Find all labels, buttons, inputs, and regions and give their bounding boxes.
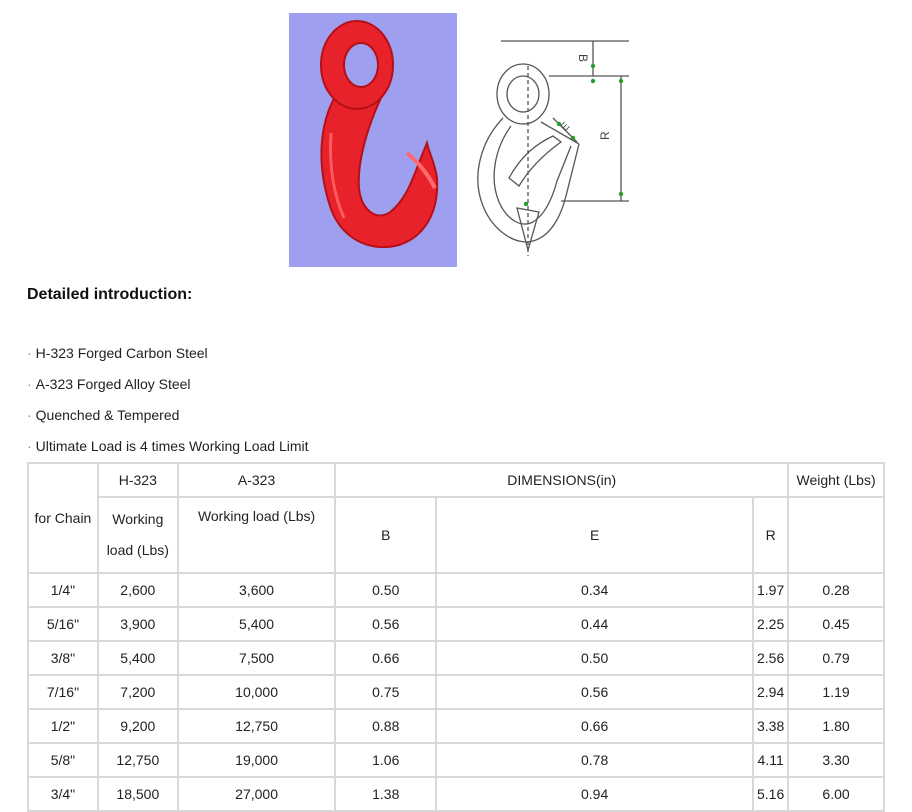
- cell-r: 2.56: [753, 641, 788, 675]
- table-row: [28, 777, 884, 811]
- dimension-e-label: E: [558, 120, 573, 134]
- cell-a323-load: 12,750: [178, 709, 336, 743]
- cell-r: 2.94: [753, 675, 788, 709]
- cell-h323-load: 2,600: [98, 573, 178, 607]
- header-dimensions: DIMENSIONS(in): [335, 463, 788, 497]
- cell-e: 0.44: [436, 607, 753, 641]
- header-e: E: [436, 497, 753, 573]
- cell-weight: 0.45: [788, 607, 884, 641]
- bullet-marker: ·: [27, 407, 32, 423]
- dimension-r-label: R: [598, 131, 612, 140]
- cell-chain: 1/4": [28, 573, 98, 607]
- cell-a323-load: 19,000: [178, 743, 336, 777]
- table-header-row: [28, 463, 884, 497]
- cell-a323-load: 5,400: [178, 607, 336, 641]
- bullet-marker: ·: [27, 345, 32, 361]
- table-row: [28, 675, 884, 709]
- cell-chain: 1/2": [28, 709, 98, 743]
- table-row: [28, 607, 884, 641]
- list-item: [27, 343, 309, 374]
- cell-a323-load: 10,000: [178, 675, 336, 709]
- header-weight-blank: [788, 497, 884, 573]
- table-row: [28, 641, 884, 675]
- header-weight: Weight (Lbs): [788, 463, 884, 497]
- cell-e: 0.94: [436, 777, 753, 811]
- cell-a323-load: 27,000: [178, 777, 336, 811]
- cell-chain: 3/8": [28, 641, 98, 675]
- cell-chain: 3/4": [28, 777, 98, 811]
- section-heading: Detailed introduction:: [27, 286, 193, 303]
- cell-e: 0.50: [436, 641, 753, 675]
- table-row: [28, 743, 884, 777]
- cell-b: 0.56: [335, 607, 436, 641]
- cell-r: 3.38: [753, 709, 788, 743]
- cell-b: 1.38: [335, 777, 436, 811]
- feature-list: [27, 343, 309, 467]
- red-eye-hook-image: [321, 21, 437, 247]
- header-b: B: [335, 497, 436, 573]
- table-subheader-row: [28, 497, 884, 573]
- specification-table: [27, 462, 885, 812]
- cell-h323-load: 9,200: [98, 709, 178, 743]
- feature-text: Quenched & Tempered: [35, 407, 180, 423]
- cell-b: 0.75: [335, 675, 436, 709]
- cell-weight: 3.30: [788, 743, 884, 777]
- feature-text: H-323 Forged Carbon Steel: [35, 345, 208, 361]
- header-a323-working-load: Working load (Lbs): [178, 497, 336, 573]
- cell-weight: 0.79: [788, 641, 884, 675]
- table-row: [28, 709, 884, 743]
- cell-weight: 0.28: [788, 573, 884, 607]
- cell-h323-load: 5,400: [98, 641, 178, 675]
- header-a323: A-323: [178, 463, 336, 497]
- cell-b: 0.66: [335, 641, 436, 675]
- bullet-marker: ·: [27, 376, 32, 392]
- header-h323-working-load: Working load (Lbs): [98, 497, 178, 573]
- cell-h323-load: 18,500: [98, 777, 178, 811]
- cell-e: 0.66: [436, 709, 753, 743]
- cell-chain: 5/16": [28, 607, 98, 641]
- feature-text: Ultimate Load is 4 times Working Load Limit: [35, 438, 309, 454]
- cell-e: 0.56: [436, 675, 753, 709]
- bullet-marker: ·: [27, 438, 32, 454]
- cell-h323-load: 3,900: [98, 607, 178, 641]
- cell-r: 5.16: [753, 777, 788, 811]
- cell-r: 2.25: [753, 607, 788, 641]
- feature-text: A-323 Forged Alloy Steel: [35, 376, 191, 392]
- cell-e: 0.78: [436, 743, 753, 777]
- list-item: [27, 374, 309, 405]
- header-r: R: [753, 497, 788, 573]
- table-row: [28, 573, 884, 607]
- product-photo: [289, 13, 457, 267]
- cell-r: 4.11: [753, 743, 788, 777]
- cell-h323-load: 7,200: [98, 675, 178, 709]
- header-h323: H-323: [98, 463, 178, 497]
- cell-b: 1.06: [335, 743, 436, 777]
- cell-weight: 1.80: [788, 709, 884, 743]
- cell-chain: 5/8": [28, 743, 98, 777]
- cell-b: 0.50: [335, 573, 436, 607]
- list-item: [27, 405, 309, 436]
- cell-weight: 6.00: [788, 777, 884, 811]
- hook-dimension-drawing: [461, 36, 631, 264]
- cell-b: 0.88: [335, 709, 436, 743]
- dimension-b-label: B: [576, 54, 590, 63]
- cell-h323-load: 12,750: [98, 743, 178, 777]
- cell-chain: 7/16": [28, 675, 98, 709]
- cell-weight: 1.19: [788, 675, 884, 709]
- cell-r: 1.97: [753, 573, 788, 607]
- header-for-chain: for Chain: [28, 463, 98, 573]
- cell-e: 0.34: [436, 573, 753, 607]
- cell-a323-load: 7,500: [178, 641, 336, 675]
- cell-a323-load: 3,600: [178, 573, 336, 607]
